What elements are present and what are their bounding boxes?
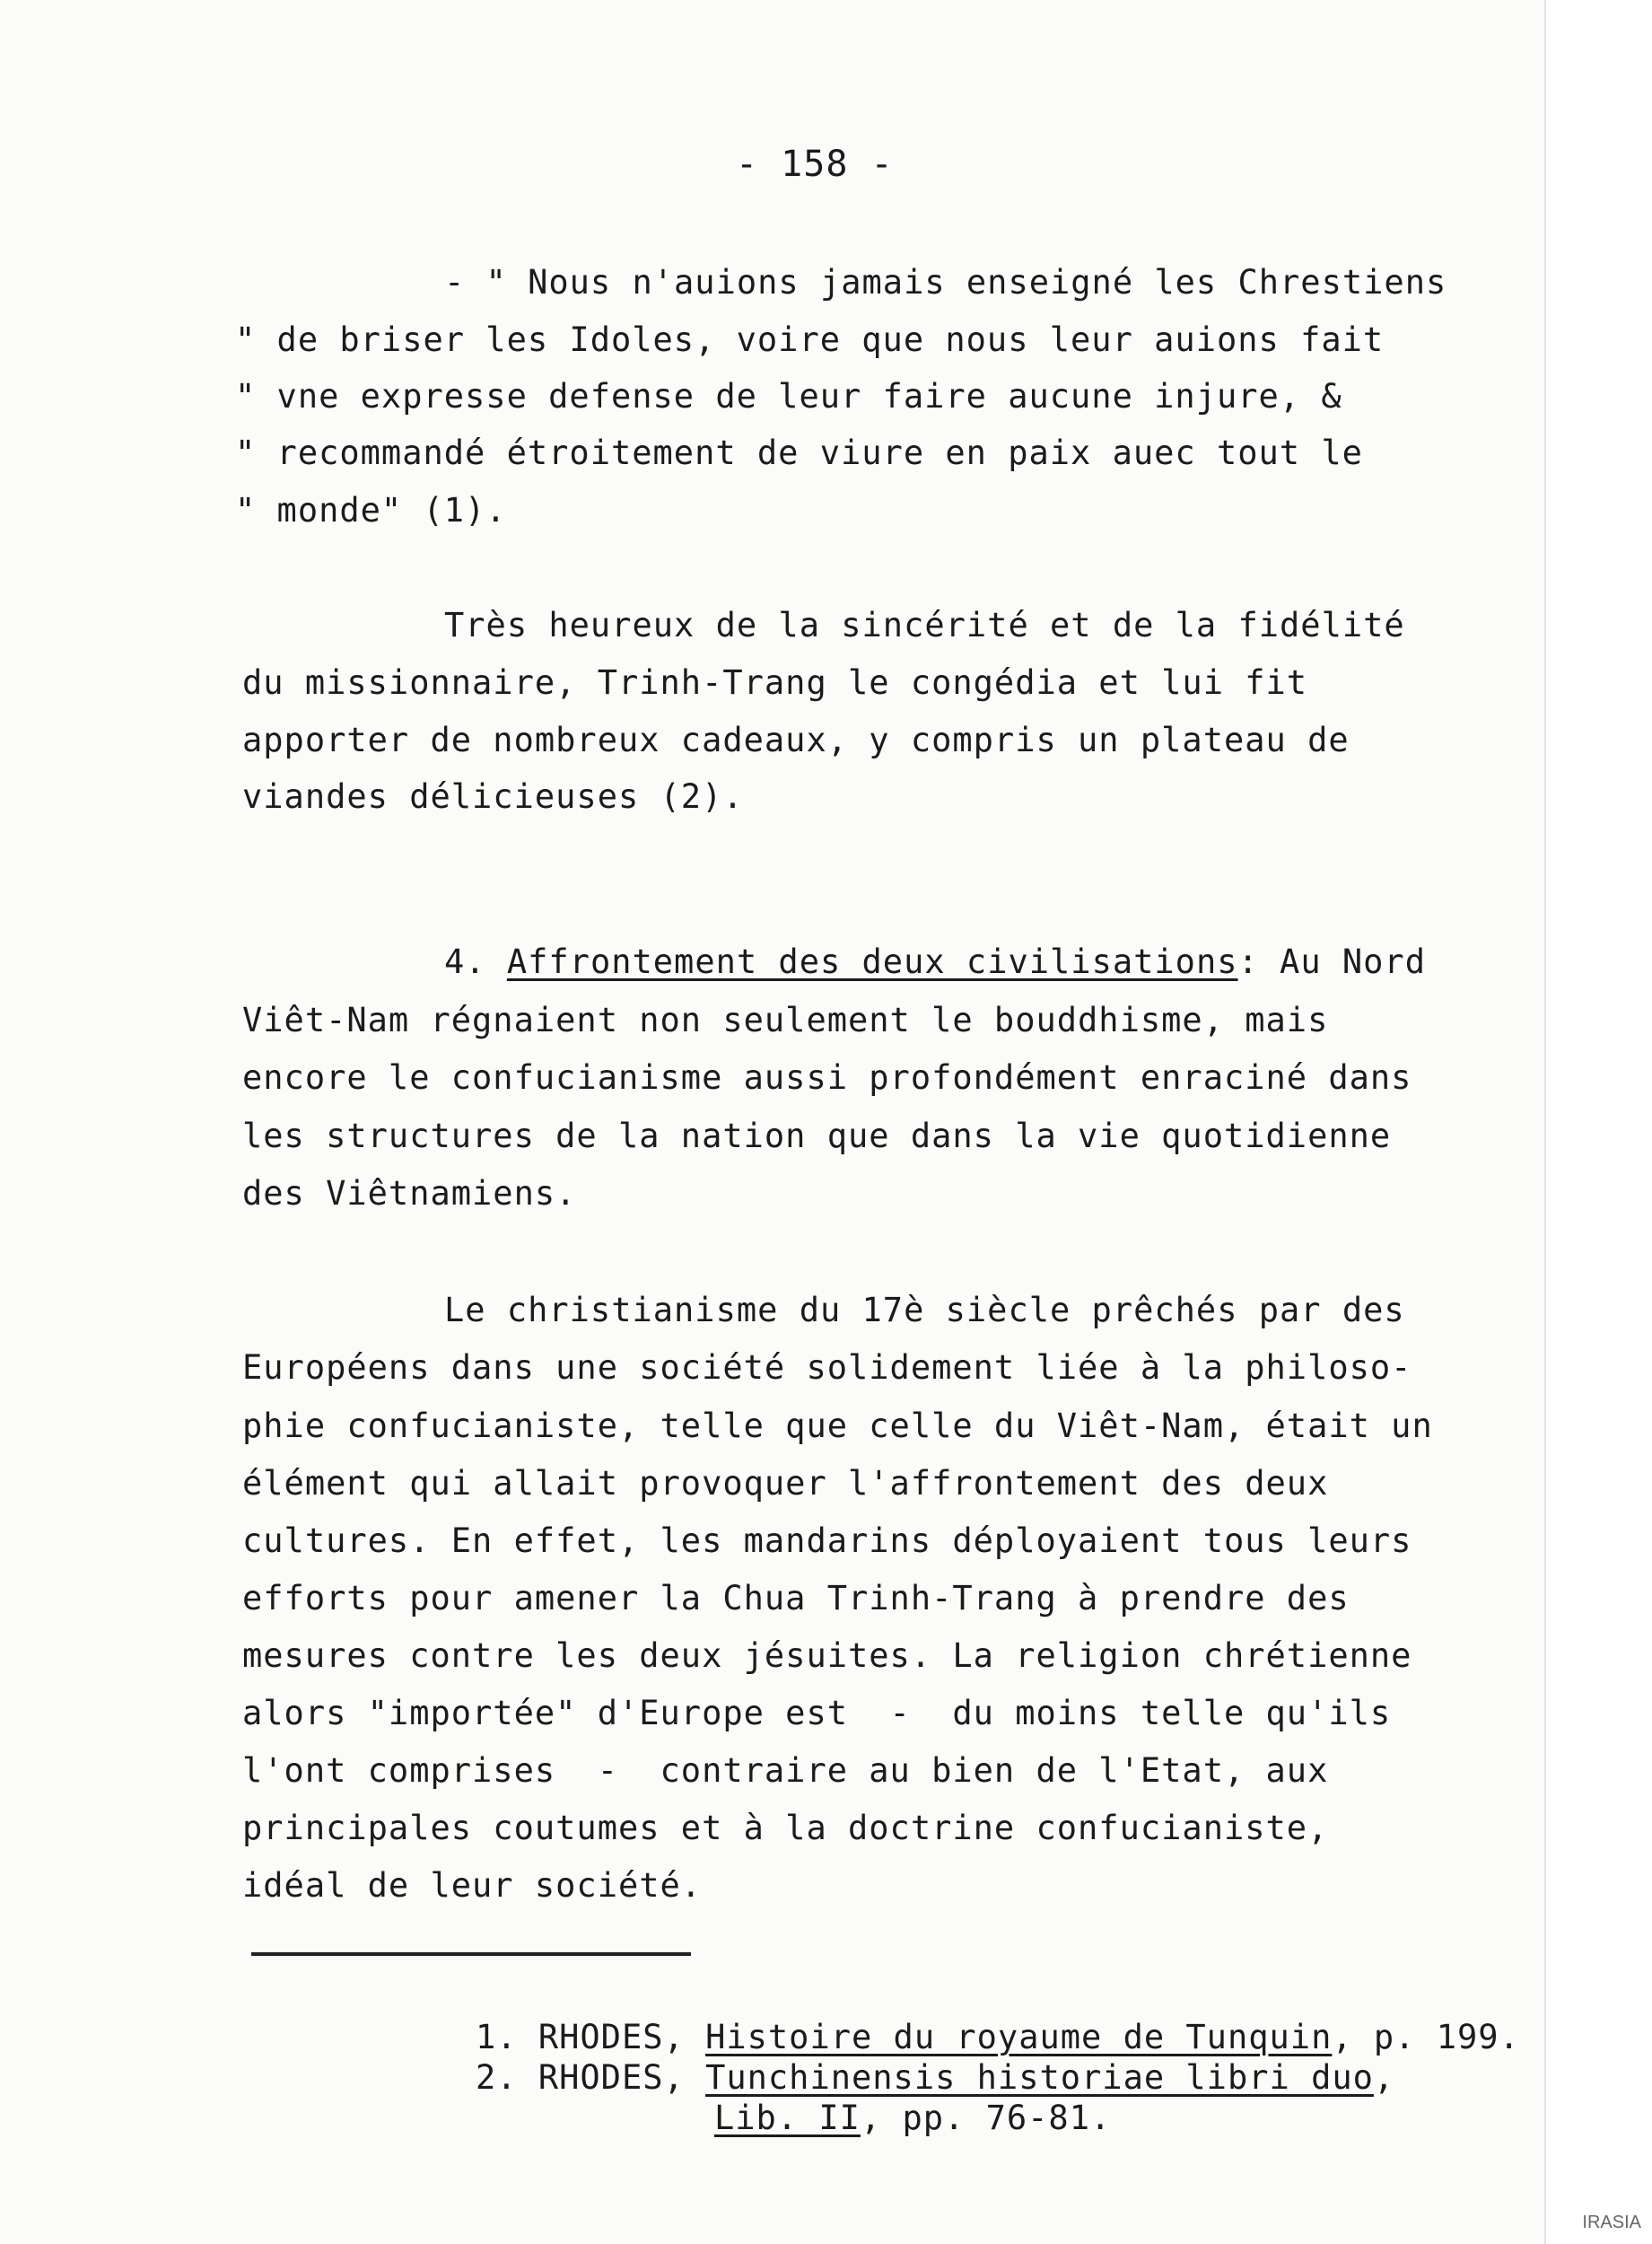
paragraph-line: l'ont comprises - contraire au bien de l'Etat, aux: [242, 1751, 1329, 1790]
footnote-title-2: Lib. II: [714, 2099, 861, 2137]
footnote-2: [476, 2058, 1394, 2098]
footnote-number: 1.: [476, 2018, 518, 2056]
paragraph-line: Européens dans une société solidement liée à la philoso-: [242, 1348, 1412, 1387]
paragraph-line: du missionnaire, Trinh-Trang le congédia et lui fit: [242, 663, 1308, 702]
section-heading-line: [444, 942, 1426, 982]
paragraph-line: encore le confucianisme aussi profondément enraciné dans: [242, 1058, 1412, 1097]
footnote-author: RHODES,: [538, 2018, 685, 2056]
paragraph-line: Très heureux de la sincérité et de la fidélité: [444, 606, 1405, 644]
quote-line: " vne expresse defense de leur faire aucune injure, &: [235, 377, 1342, 416]
paragraph-line: Le christianisme du 17è siècle prêchés par des: [444, 1291, 1405, 1329]
section-heading-rest: Au Nord: [1258, 942, 1426, 981]
quote-line: " de briser les Idoles, voire que nous leur auions fait: [235, 320, 1385, 359]
scan-page-edge: [1544, 0, 1652, 2244]
section-number: 4.: [444, 942, 486, 981]
footnote-2-continuation: [714, 2099, 1111, 2138]
paragraph-line: alors "importée" d'Europe est - du moins telle qu'ils: [242, 1694, 1392, 1732]
page-number: - 158 -: [736, 144, 894, 185]
quote-line: " monde" (1).: [235, 491, 507, 530]
footnote-comma: ,: [1373, 2058, 1395, 2097]
footnote-1: [476, 2018, 1520, 2057]
irasia-watermark: IRASIA: [1582, 2213, 1641, 2232]
quote-line: - " Nous n'auions jamais enseigné les Chrestiens: [444, 263, 1447, 302]
footnote-author: RHODES,: [538, 2058, 685, 2097]
section-heading: Affrontement des deux civilisations: [506, 942, 1238, 981]
paragraph-line: Viêt-Nam régnaient non seulement le bouddhisme, mais: [242, 1001, 1329, 1039]
paragraph-line: élément qui allait provoquer l'affrontement des deux: [242, 1464, 1329, 1503]
footnote-number: 2.: [476, 2058, 518, 2097]
paragraph-line: apporter de nombreux cadeaux, y compris un plateau de: [242, 721, 1350, 759]
footnote-title: Tunchinensis historiae libri duo: [705, 2058, 1374, 2097]
footnote-title: Histoire du royaume de Tunquin: [705, 2018, 1333, 2056]
paragraph-line: phie confucianiste, telle que celle du Viêt-Nam, était un: [242, 1407, 1433, 1445]
paragraph-line: cultures. En effet, les mandarins déployaient tous leurs: [242, 1521, 1412, 1560]
paragraph-line: mesures contre les deux jésuites. La religion chrétienne: [242, 1636, 1412, 1675]
footnote-pages: , pp. 76-81.: [860, 2099, 1112, 2137]
section-heading-colon: :: [1237, 942, 1259, 981]
paragraph-line: efforts pour amener la Chua Trinh-Trang à prendre des: [242, 1579, 1350, 1617]
quote-line: " recommandé étroitement de viure en paix auec tout le: [235, 434, 1363, 472]
paragraph-line: idéal de leur société.: [242, 1866, 703, 1905]
paragraph-line: des Viêtnamiens.: [242, 1174, 577, 1213]
paragraph-line: principales coutumes et à la doctrine confucianiste,: [242, 1809, 1329, 1847]
paragraph-line: viandes délicieuses (2).: [242, 777, 744, 816]
footnote-pages: , p. 199.: [1332, 2018, 1520, 2056]
footnote-separator: [251, 1952, 691, 1956]
paragraph-line: les structures de la nation que dans la vie quotidienne: [242, 1117, 1392, 1155]
